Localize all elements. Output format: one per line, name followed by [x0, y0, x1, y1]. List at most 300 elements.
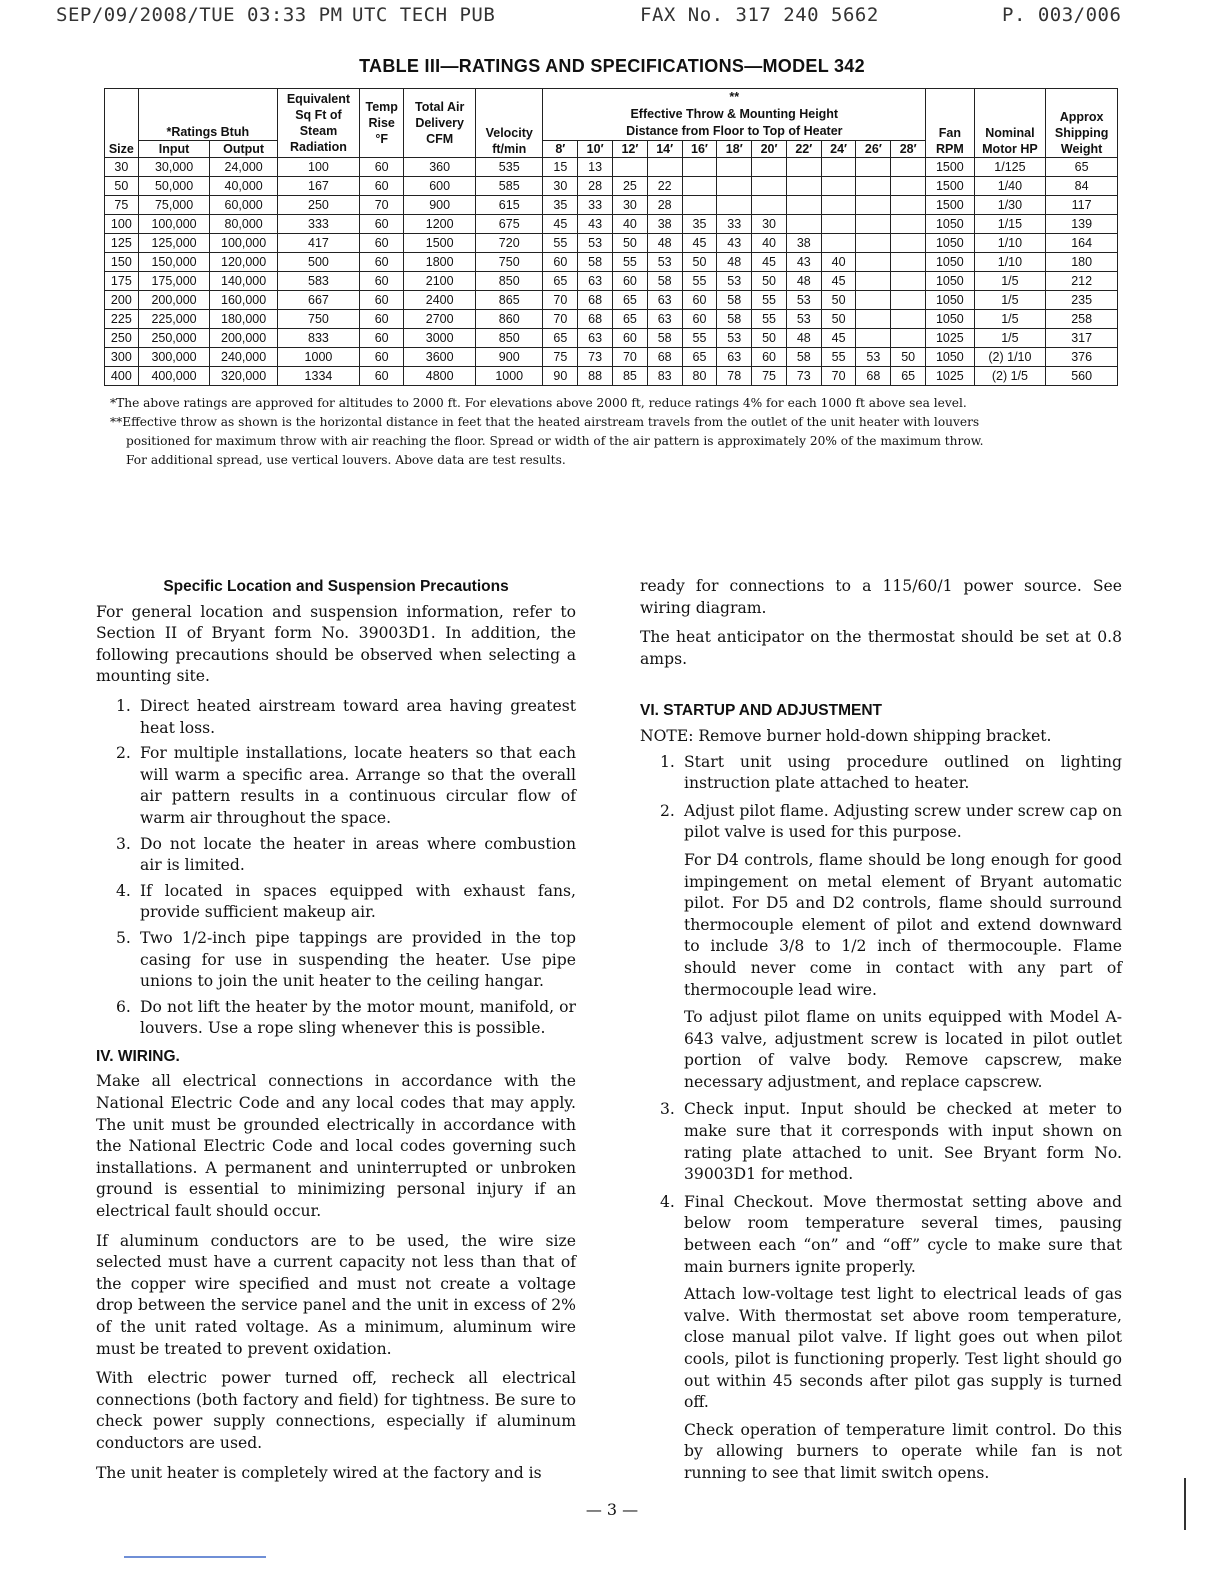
table-cell: 50 — [752, 329, 787, 348]
table-cell — [821, 215, 856, 234]
table-cell: 200 — [105, 291, 139, 310]
table-cell: 45 — [682, 234, 717, 253]
col-size: Size — [105, 89, 139, 158]
table-cell: 1500 — [926, 158, 974, 177]
right-column — [640, 576, 1122, 1491]
table-cell — [891, 215, 926, 234]
table-cell: 30 — [752, 215, 787, 234]
list-item — [96, 997, 576, 1040]
table-cell — [752, 196, 787, 215]
table-cell: 70 — [360, 196, 404, 215]
table-cell: 65 — [613, 310, 648, 329]
table-cell: 317 — [1046, 329, 1118, 348]
table-cell: 70 — [821, 367, 856, 386]
table-cell — [717, 196, 752, 215]
table-cell: 1050 — [926, 291, 974, 310]
table-cell: 60 — [613, 329, 648, 348]
table-cell: 63 — [717, 348, 752, 367]
table-cell: 58 — [717, 291, 752, 310]
table-cell: 85 — [613, 367, 648, 386]
table-cell: 80 — [682, 367, 717, 386]
item-number: 1. — [660, 752, 675, 771]
table-cell: 1025 — [926, 367, 974, 386]
table-cell: 43 — [786, 253, 821, 272]
table-cell: 1/40 — [974, 177, 1046, 196]
table-cell: 675 — [476, 215, 543, 234]
table-cell: 200,000 — [138, 291, 210, 310]
table-cell: 60 — [360, 272, 404, 291]
table-cell: 70 — [543, 310, 578, 329]
table-cell: 1050 — [926, 310, 974, 329]
table-row — [105, 348, 1118, 367]
table-cell — [891, 158, 926, 177]
throw-label: Effective Throw & Mounting Height — [630, 107, 839, 121]
scan-mark — [1184, 1478, 1186, 1530]
table-cell — [891, 310, 926, 329]
table-cell: 1/5 — [974, 291, 1046, 310]
table-cell: 417 — [277, 234, 359, 253]
table-cell: 60 — [682, 291, 717, 310]
table-cell: 55 — [752, 291, 787, 310]
table-cell: 68 — [578, 291, 613, 310]
table-cell: 55 — [821, 348, 856, 367]
table-cell: 167 — [277, 177, 359, 196]
table-cell: 60 — [360, 310, 404, 329]
table-cell: 200,000 — [210, 329, 277, 348]
table-cell: 3000 — [404, 329, 476, 348]
table-cell: 750 — [277, 310, 359, 329]
table-cell — [752, 158, 787, 177]
table-row — [105, 158, 1118, 177]
table-cell: 48 — [786, 272, 821, 291]
table-cell: 100 — [277, 158, 359, 177]
col-output: Output — [210, 141, 277, 158]
table-cell: 60 — [360, 348, 404, 367]
table-cell: 53 — [578, 234, 613, 253]
table-cell: 1/15 — [974, 215, 1046, 234]
table-cell: 50 — [682, 253, 717, 272]
table-cell: 63 — [647, 310, 682, 329]
list-item — [640, 1192, 1122, 1485]
table-cell — [821, 177, 856, 196]
table-cell: 84 — [1046, 177, 1118, 196]
table-cell: 125,000 — [138, 234, 210, 253]
table-cell: 180 — [1046, 253, 1118, 272]
table-cell: 139 — [1046, 215, 1118, 234]
table-cell — [891, 234, 926, 253]
table-row — [105, 253, 1118, 272]
item-number: 6. — [116, 997, 131, 1016]
table-cell: 60 — [543, 253, 578, 272]
table-cell: 900 — [404, 196, 476, 215]
table-cell — [856, 177, 891, 196]
table-cell: 60 — [360, 177, 404, 196]
table-cell: 28 — [647, 196, 682, 215]
table-cell: 38 — [647, 215, 682, 234]
table-cell: 720 — [476, 234, 543, 253]
table-cell: 50 — [613, 234, 648, 253]
startup-list — [640, 752, 1122, 1485]
table-cell: 2700 — [404, 310, 476, 329]
table-cell: 235 — [1046, 291, 1118, 310]
table-cell: 1/10 — [974, 253, 1046, 272]
table-cell: 1/30 — [974, 196, 1046, 215]
table-cell — [856, 329, 891, 348]
table-cell: 55 — [752, 310, 787, 329]
table-cell: 1800 — [404, 253, 476, 272]
col-height: 12′ — [613, 141, 648, 158]
table-cell: 400,000 — [138, 367, 210, 386]
table-cell — [821, 196, 856, 215]
table-cell: 300,000 — [138, 348, 210, 367]
table-cell: 90 — [543, 367, 578, 386]
table-cell: 43 — [578, 215, 613, 234]
col-weight: Approx Shipping Weight — [1046, 89, 1118, 158]
table-cell: 164 — [1046, 234, 1118, 253]
table-cell: 50,000 — [138, 177, 210, 196]
left-column — [96, 576, 576, 1492]
table-cell: 125 — [105, 234, 139, 253]
table-cell: 1200 — [404, 215, 476, 234]
table-cell: 55 — [682, 272, 717, 291]
table-cell: 150,000 — [138, 253, 210, 272]
table-cell: 860 — [476, 310, 543, 329]
table-cell: 65 — [891, 367, 926, 386]
fax-sender: UTC TECH PUB — [352, 4, 496, 26]
table-cell — [856, 215, 891, 234]
table-cell — [891, 329, 926, 348]
table-row — [105, 367, 1118, 386]
table-cell: 60 — [360, 367, 404, 386]
table-cell: 60 — [360, 329, 404, 348]
item-number: 1. — [116, 696, 131, 715]
section-heading: IV. WIRING. — [96, 1047, 180, 1065]
table-cell — [856, 196, 891, 215]
table-row — [105, 196, 1118, 215]
table-cell: 615 — [476, 196, 543, 215]
col-height: 18′ — [717, 141, 752, 158]
table-cell: 65 — [543, 329, 578, 348]
table-cell: 212 — [1046, 272, 1118, 291]
item-number: 2. — [660, 801, 675, 820]
table-cell: 865 — [476, 291, 543, 310]
col-fan-rpm: Fan RPM — [926, 89, 974, 158]
table-cell: 1050 — [926, 272, 974, 291]
table-cell: 400 — [105, 367, 139, 386]
table-cell: 333 — [277, 215, 359, 234]
table-cell: 60 — [752, 348, 787, 367]
table-cell: 140,000 — [210, 272, 277, 291]
table-cell — [786, 177, 821, 196]
item-text: To adjust pilot flame on units equipped with Model A-643 valve, adjustment screw is located in pilot outlet portion of valve body. Remove capscrew, make necessary adjustment, and replace capscrew. — [684, 1008, 1122, 1091]
item-text: Check operation of temperature limit control. Do this by allowing burners to operate while fan is not running to see that limit switch opens. — [684, 1420, 1122, 1482]
table-cell: 4800 — [404, 367, 476, 386]
table-cell: 33 — [717, 215, 752, 234]
table-cell: 53 — [786, 310, 821, 329]
table-cell: 250 — [105, 329, 139, 348]
table-notes — [110, 394, 1120, 470]
list-item — [96, 928, 576, 993]
paragraph: Make all electrical connections in accordance with the National Electric Code and any local codes that may apply. The unit must be grounded electrically in accordance with the National Electric Code and local codes governing such installations. A permanent and uninterrupted or unbroken ground is essential to minimizing personal injury if an electrical fault should occur. — [96, 1072, 576, 1221]
table-cell: 1/125 — [974, 158, 1046, 177]
table-cell: 583 — [277, 272, 359, 291]
col-throw — [543, 89, 926, 141]
table-cell: 225 — [105, 310, 139, 329]
table-cell: 13 — [578, 158, 613, 177]
table-cell: 60 — [360, 158, 404, 177]
paragraph: The unit heater is completely wired at the factory and is — [96, 1463, 542, 1482]
table-cell — [717, 158, 752, 177]
table-cell: 1/5 — [974, 310, 1046, 329]
table-cell: 50 — [821, 291, 856, 310]
table-cell: 88 — [578, 367, 613, 386]
table-cell: 600 — [404, 177, 476, 196]
item-text: Check input. Input should be checked at meter to make sure that it corresponds with input shown on rating plate attached to unit. See Bryant form No. 39003D1 for method. — [684, 1100, 1122, 1184]
table-cell — [821, 234, 856, 253]
table-cell: 53 — [647, 253, 682, 272]
table-cell — [647, 158, 682, 177]
paragraph: For general location and suspension information, refer to Section II of Bryant form No. 39003D1. In addition, the following precautions should be observed when selecting a mounting site. — [96, 602, 576, 686]
table-cell: 1050 — [926, 348, 974, 367]
col-height: 8′ — [543, 141, 578, 158]
paragraph: ready for connections to a 115/60/1 power source. See wiring diagram. — [640, 577, 1122, 617]
table-cell — [891, 196, 926, 215]
scan-mark — [124, 1556, 266, 1558]
table-cell: 667 — [277, 291, 359, 310]
table-cell: 68 — [856, 367, 891, 386]
table-cell: 25 — [613, 177, 648, 196]
table-cell: 250,000 — [138, 329, 210, 348]
note-throw-cont: For additional spread, use vertical louvers. Above data are test results. — [126, 453, 566, 467]
table-cell: 65 — [543, 272, 578, 291]
table-cell — [856, 291, 891, 310]
item-number: 4. — [660, 1192, 675, 1211]
table-cell: 120,000 — [210, 253, 277, 272]
table-cell: 900 — [476, 348, 543, 367]
table-cell: 160,000 — [210, 291, 277, 310]
table-cell: 55 — [682, 329, 717, 348]
table-cell: 850 — [476, 272, 543, 291]
table-cell: 60 — [360, 253, 404, 272]
table-cell — [856, 310, 891, 329]
table-row — [105, 291, 1118, 310]
fax-date: SEP/09/2008/TUE 03:33 PM — [56, 4, 343, 26]
col-equivalent: Equivalent Sq Ft of Steam Radiation — [277, 89, 359, 158]
table-cell: 60 — [360, 234, 404, 253]
table-cell: 28 — [578, 177, 613, 196]
table-cell: 48 — [786, 329, 821, 348]
table-cell: 30 — [613, 196, 648, 215]
table-cell: 1500 — [926, 177, 974, 196]
table-row — [105, 272, 1118, 291]
table-cell: 53 — [856, 348, 891, 367]
throw-mark: ** — [729, 90, 740, 104]
list-item — [96, 743, 576, 829]
table-cell: 60 — [682, 310, 717, 329]
table-cell — [682, 177, 717, 196]
table-cell: 320,000 — [210, 367, 277, 386]
note: NOTE: Remove burner hold-down shipping bracket. — [640, 726, 1052, 745]
table-cell — [786, 196, 821, 215]
table-cell: 180,000 — [210, 310, 277, 329]
table-cell: 2400 — [404, 291, 476, 310]
ratings-table — [104, 88, 1118, 386]
table-cell — [717, 177, 752, 196]
table-cell — [856, 234, 891, 253]
table-cell: 1050 — [926, 215, 974, 234]
section-heading: Specific Location and Suspension Precautions — [163, 578, 509, 595]
table-head — [105, 89, 1118, 158]
item-text: For multiple installations, locate heaters so that each will warm a specific area. Arrange so that the overall air pattern results in a continuous circular flow of warm air throughout the space. — [140, 744, 576, 827]
col-velocity: Velocity ft/min — [476, 89, 543, 158]
table-cell: 1/10 — [974, 234, 1046, 253]
table-cell — [856, 158, 891, 177]
item-text: Direct heated airstream toward area having greatest heat loss. — [140, 696, 576, 737]
table-cell: 30,000 — [138, 158, 210, 177]
table-cell: 560 — [1046, 367, 1118, 386]
table-body — [105, 158, 1118, 386]
table-cell: 78 — [717, 367, 752, 386]
table-cell: 40 — [752, 234, 787, 253]
table-cell — [891, 291, 926, 310]
item-text: Do not locate the heater in areas where combustion air is limited. — [140, 834, 576, 875]
section-heading: VI. STARTUP AND ADJUSTMENT — [640, 702, 882, 720]
distance-label: Distance from Floor to Top of Heater — [626, 124, 843, 138]
table-cell: 60 — [360, 215, 404, 234]
table-cell: 75 — [752, 367, 787, 386]
table-cell: 53 — [786, 291, 821, 310]
table-cell: 53 — [717, 272, 752, 291]
col-height: 24′ — [821, 141, 856, 158]
table-cell: 45 — [821, 272, 856, 291]
table-cell: 68 — [578, 310, 613, 329]
table-cell — [682, 158, 717, 177]
item-text: Do not lift the heater by the motor mount, manifold, or louvers. Use a rope sling whenever this is possible. — [140, 997, 576, 1038]
fax-header — [0, 4, 1224, 30]
table-cell: 75 — [105, 196, 139, 215]
table-cell: 535 — [476, 158, 543, 177]
table-cell: 40 — [613, 215, 648, 234]
table-cell: 75 — [543, 348, 578, 367]
table-cell: 35 — [543, 196, 578, 215]
page-number: — 3 — — [585, 1500, 639, 1519]
table-cell: 58 — [647, 272, 682, 291]
table-cell: 30 — [543, 177, 578, 196]
table-cell: 100,000 — [138, 215, 210, 234]
item-number: 5. — [116, 928, 131, 947]
fax-number: FAX No. 317 240 5662 — [640, 4, 879, 26]
table-cell: 58 — [786, 348, 821, 367]
list-item — [96, 696, 576, 739]
table-cell: 100,000 — [210, 234, 277, 253]
table-cell: 63 — [578, 272, 613, 291]
table-cell: 300 — [105, 348, 139, 367]
table-cell: 50 — [821, 310, 856, 329]
item-number: 3. — [660, 1100, 675, 1119]
table-cell: 73 — [786, 367, 821, 386]
item-number: 2. — [116, 744, 131, 763]
col-air-delivery: Total Air Delivery CFM — [404, 89, 476, 158]
table-cell: 1500 — [404, 234, 476, 253]
table-cell: 117 — [1046, 196, 1118, 215]
table-cell: 376 — [1046, 348, 1118, 367]
table-cell: 175,000 — [138, 272, 210, 291]
table-cell: 1000 — [476, 367, 543, 386]
table-row — [105, 310, 1118, 329]
table-cell — [752, 177, 787, 196]
table-cell: 48 — [647, 234, 682, 253]
table-cell: 83 — [647, 367, 682, 386]
table-row — [105, 329, 1118, 348]
table-cell: 38 — [786, 234, 821, 253]
item-text: Start unit using procedure outlined on lighting instruction plate attached to heater. — [684, 752, 1122, 793]
table-cell: 1050 — [926, 253, 974, 272]
table-cell: 63 — [647, 291, 682, 310]
table-cell: 35 — [682, 215, 717, 234]
item-number: 3. — [116, 834, 131, 853]
list-item — [96, 834, 576, 877]
table-cell: 70 — [613, 348, 648, 367]
table-cell: 58 — [578, 253, 613, 272]
table-cell: 50 — [105, 177, 139, 196]
col-input: Input — [138, 141, 210, 158]
table-cell: (2) 1/10 — [974, 348, 1046, 367]
table-cell: 48 — [717, 253, 752, 272]
item-text: Attach low-voltage test light to electrical leads of gas valve. With thermostat set above room temperature, close manual pilot valve. If light goes out when pilot cools, pilot is functioning properly. Test light should go out within 45 seconds after pilot gas supply is turned off. — [684, 1285, 1122, 1412]
table-cell: 50 — [752, 272, 787, 291]
list-item — [96, 881, 576, 924]
table-cell: 240,000 — [210, 348, 277, 367]
col-motor-hp: Nominal Motor HP — [974, 89, 1046, 158]
table-cell: 68 — [647, 348, 682, 367]
table-cell: 50 — [891, 348, 926, 367]
col-height: 20′ — [752, 141, 787, 158]
table-cell — [613, 158, 648, 177]
table-cell — [891, 177, 926, 196]
list-item — [640, 752, 1122, 795]
item-text: Two 1/2-inch pipe tappings are provided in the top casing for use in suspending the heater. Use pipe unions to join the unit heater to the ceiling hangar. — [140, 928, 576, 991]
table-cell: (2) 1/5 — [974, 367, 1046, 386]
fax-page: P. 003/006 — [1002, 4, 1122, 26]
table-cell: 833 — [277, 329, 359, 348]
table-cell: 1/5 — [974, 272, 1046, 291]
col-height: 10′ — [578, 141, 613, 158]
paragraph: With electric power turned off, recheck all electrical connections (both factory and field) for tightness. Be sure to check power supply connections, especially if aluminum conductors are used. — [96, 1369, 576, 1452]
table-cell: 40 — [821, 253, 856, 272]
table-cell: 60 — [613, 272, 648, 291]
table-cell — [856, 272, 891, 291]
table-cell: 1/5 — [974, 329, 1046, 348]
note-throw-cont: positioned for maximum throw with air reaching the floor. Spread or width of the air pattern is approximately 20% of the maximum throw. — [126, 434, 984, 448]
table-cell — [682, 196, 717, 215]
list-item — [640, 1099, 1122, 1185]
table-cell: 2100 — [404, 272, 476, 291]
table-cell: 45 — [821, 329, 856, 348]
paragraph: The heat anticipator on the thermostat should be set at 0.8 amps. — [640, 628, 1122, 668]
table-cell: 585 — [476, 177, 543, 196]
table-cell: 150 — [105, 253, 139, 272]
table-cell — [891, 272, 926, 291]
table-cell: 22 — [647, 177, 682, 196]
table-cell: 55 — [613, 253, 648, 272]
col-temp-rise: Temp Rise °F — [360, 89, 404, 158]
col-ratings: *Ratings Btuh — [138, 89, 277, 141]
table-cell: 60,000 — [210, 196, 277, 215]
table-cell: 24,000 — [210, 158, 277, 177]
item-text: If located in spaces equipped with exhaust fans, provide sufficient makeup air. — [140, 881, 576, 922]
table-cell: 1000 — [277, 348, 359, 367]
col-height: 16′ — [682, 141, 717, 158]
